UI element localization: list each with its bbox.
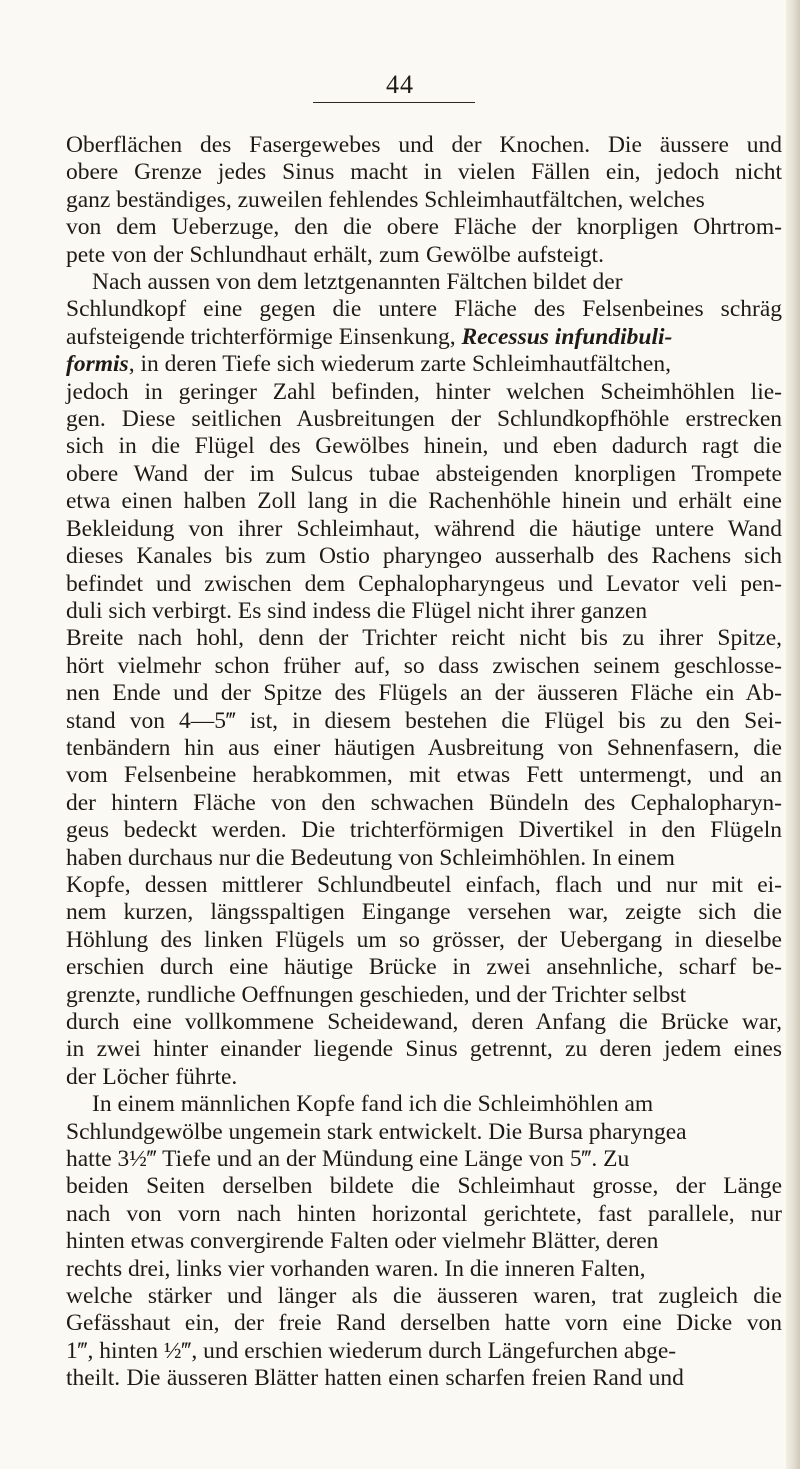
line-text: befindet und zwischen dem Cephalopharyngeus und Levator veli pen- — [66, 570, 782, 597]
line-text: hört vielmehr schon früher auf, so dass zwischen seinem geschlosse- — [66, 652, 782, 679]
text-line — [66, 845, 782, 872]
text-line — [66, 790, 782, 817]
text-line — [66, 351, 782, 378]
line-text: pete von der Schlundhaut erhält, zum Gewölbe aufsteigt. — [66, 241, 604, 268]
text-line — [66, 488, 782, 515]
line-text: In einem männlichen Kopfe fand ich die Schleimhöhlen am — [92, 1091, 654, 1118]
line-text: duli sich verbirgt. Es sind indess die Flügel nicht ihrer ganzen — [66, 597, 648, 624]
line-text: sich in die Flügel des Gewölbes hinein, und eben dadurch ragt die — [66, 433, 782, 460]
text-line — [66, 1201, 782, 1228]
line-text: tenbändern hin aus einer häutigen Ausbreitung von Sehnenfasern, die — [66, 734, 782, 761]
text-line — [66, 598, 782, 625]
text-line — [66, 680, 782, 707]
line-text: jedoch in geringer Zahl befinden, hinter welchen Scheimhöhlen lie- — [66, 378, 782, 405]
line-text: haben durchaus nur die Bedeutung von Schleimhöhlen. In einem — [66, 844, 675, 871]
line-text: nen Ende und der Spitze des Flügels an der äusseren Fläche ein Ab- — [66, 680, 782, 707]
text-line — [66, 379, 782, 406]
line-text: Nach aussen von dem letztgenannten Fältchen bildet der — [92, 269, 623, 296]
text-line — [66, 461, 782, 488]
text-line — [66, 1365, 782, 1392]
line-text: beiden Seiten derselben bildete die Schleimhaut grosse, der Länge — [66, 1173, 782, 1200]
line-text: nach von vorn nach hinten horizontal gerichtete, fast parallele, nur — [66, 1200, 782, 1227]
line-text: hatte 3½‴ Tiefe und an der Mündung eine Länge von 5‴. Zu — [66, 1146, 630, 1173]
text-line — [66, 817, 782, 844]
line-text: der Löcher führte. — [66, 1063, 238, 1090]
text-line — [66, 735, 782, 762]
line-text: Kopfe, dessen mittlerer Schlundbeutel einfach, flach und nur mit ei- — [66, 871, 782, 898]
text-line — [66, 406, 782, 433]
line-text: aufsteigende trichterförmige Einsenkung, — [66, 323, 462, 350]
text-line — [66, 653, 782, 680]
text-line — [66, 982, 782, 1009]
line-text: von dem Ueberzuge, den die obere Fläche der knorpligen Ohrtrom- — [66, 214, 782, 241]
page-edge-shadow — [786, 0, 800, 1469]
text-line — [66, 543, 782, 570]
line-text: durch eine vollkommene Scheidewand, deren Anfang die Brücke war, — [66, 1009, 782, 1035]
text-line — [66, 1283, 782, 1310]
page-number: 44 — [386, 70, 414, 99]
text-line — [66, 324, 782, 351]
text-line — [66, 1146, 782, 1173]
latin-term: Recessus infundibuli- — [461, 323, 673, 350]
line-text: etwa einen halben Zoll lang in die Rachenhöhle hinein und erhält eine — [66, 488, 782, 515]
line-text: 1‴, hinten ½‴, und erschien wiederum durch Längefurchen abge- — [66, 1337, 677, 1364]
text-line — [66, 762, 782, 789]
text-line — [66, 269, 782, 296]
text-line — [66, 1173, 782, 1200]
text-line — [66, 625, 782, 652]
text-line — [66, 927, 782, 954]
text-line — [66, 1310, 782, 1337]
text-line — [66, 899, 782, 926]
line-text: der hintern Fläche von den schwachen Bündeln des Cephalopharyn- — [66, 789, 782, 816]
text-line — [66, 1009, 782, 1036]
line-text: erschien durch eine häutige Brücke in zwei ansehnliche, scharf be- — [66, 954, 782, 981]
text-line — [66, 954, 782, 981]
line-text: stand von 4—5‴ ist, in diesem bestehen die Flügel bis zu den Sei- — [66, 707, 782, 734]
text-line — [66, 708, 782, 735]
line-text: , in deren Tiefe sich wiederum zarte Schleimhautfältchen, — [128, 351, 671, 378]
line-text: geus bedeckt werden. Die trichterförmigen Divertikel in den Flügeln — [66, 817, 782, 844]
text-line — [66, 433, 782, 460]
text-line — [66, 1064, 782, 1091]
text-line — [66, 1091, 782, 1118]
text-line — [66, 1228, 782, 1255]
line-text: Oberflächen des Fasergewebes und der Knochen. Die äussere und — [66, 132, 782, 158]
line-text: Gefässhaut ein, der freie Rand derselben hatte vorn eine Dicke von — [66, 1310, 782, 1337]
line-text: welche stärker und länger als die äusseren waren, trat zugleich die — [66, 1283, 782, 1310]
line-text: obere Wand der im Sulcus tubae absteigenden knorpligen Trompete — [66, 460, 782, 487]
text-line — [66, 187, 782, 214]
line-text: Schlundkopf eine gegen die untere Fläche des Felsenbeines schräg — [66, 296, 782, 323]
text-line — [66, 159, 782, 186]
line-text: grenzte, rundliche Oeffnungen geschieden, und der Trichter selbst — [66, 981, 687, 1008]
line-text: ganz beständiges, zuweilen fehlendes Schleimhautfältchen, welches — [66, 186, 705, 213]
line-text: rechts drei, links vier vorhanden waren. In die inneren Falten, — [66, 1255, 646, 1282]
text-line — [66, 242, 782, 269]
text-line — [66, 296, 782, 323]
line-text: Schlundgewölbe ungemein stark entwickelt. Die Bursa pharyngea — [66, 1118, 687, 1145]
line-text: theilt. Die äusseren Blätter hatten einen scharfen freien Rand und — [66, 1365, 684, 1392]
line-text: dieses Kanales bis zum Ostio pharyngeo ausserhalb des Rachens sich — [66, 543, 782, 570]
text-line — [66, 214, 782, 241]
text-line — [66, 1119, 782, 1146]
body-text — [66, 132, 782, 1393]
line-text: vom Felsenbeine herabkommen, mit etwas Fett untermengt, und an — [66, 762, 782, 789]
text-line — [66, 1338, 782, 1365]
line-text: Breite nach hohl, denn der Trichter reicht nicht bis zu ihrer Spitze, — [66, 625, 782, 652]
line-text: obere Grenze jedes Sinus macht in vielen Fällen ein, jedoch nicht — [66, 159, 782, 186]
line-text: hinten etwas convergirende Falten oder vielmehr Blätter, deren — [66, 1228, 659, 1255]
line-text: nem kurzen, längsspaltigen Eingange versehen war, zeigte sich die — [66, 899, 782, 926]
line-text: gen. Diese seitlichen Ausbreitungen der Schlundkopfhöhle erstrecken — [66, 406, 782, 433]
text-line — [66, 132, 782, 159]
line-text: in zwei hinter einander liegende Sinus getrennt, zu deren jedem eines — [66, 1036, 782, 1063]
text-line — [66, 1036, 782, 1063]
text-line — [66, 571, 782, 598]
text-line — [66, 516, 782, 543]
text-line — [66, 872, 782, 899]
line-text: Höhlung des linken Flügels um so grösser, der Uebergang in dieselbe — [66, 926, 782, 953]
header-rule — [313, 102, 475, 103]
text-line — [66, 1256, 782, 1283]
latin-term: formis — [66, 351, 129, 378]
line-text: Bekleidung von ihrer Schleimhaut, während die häutige untere Wand — [66, 515, 782, 542]
